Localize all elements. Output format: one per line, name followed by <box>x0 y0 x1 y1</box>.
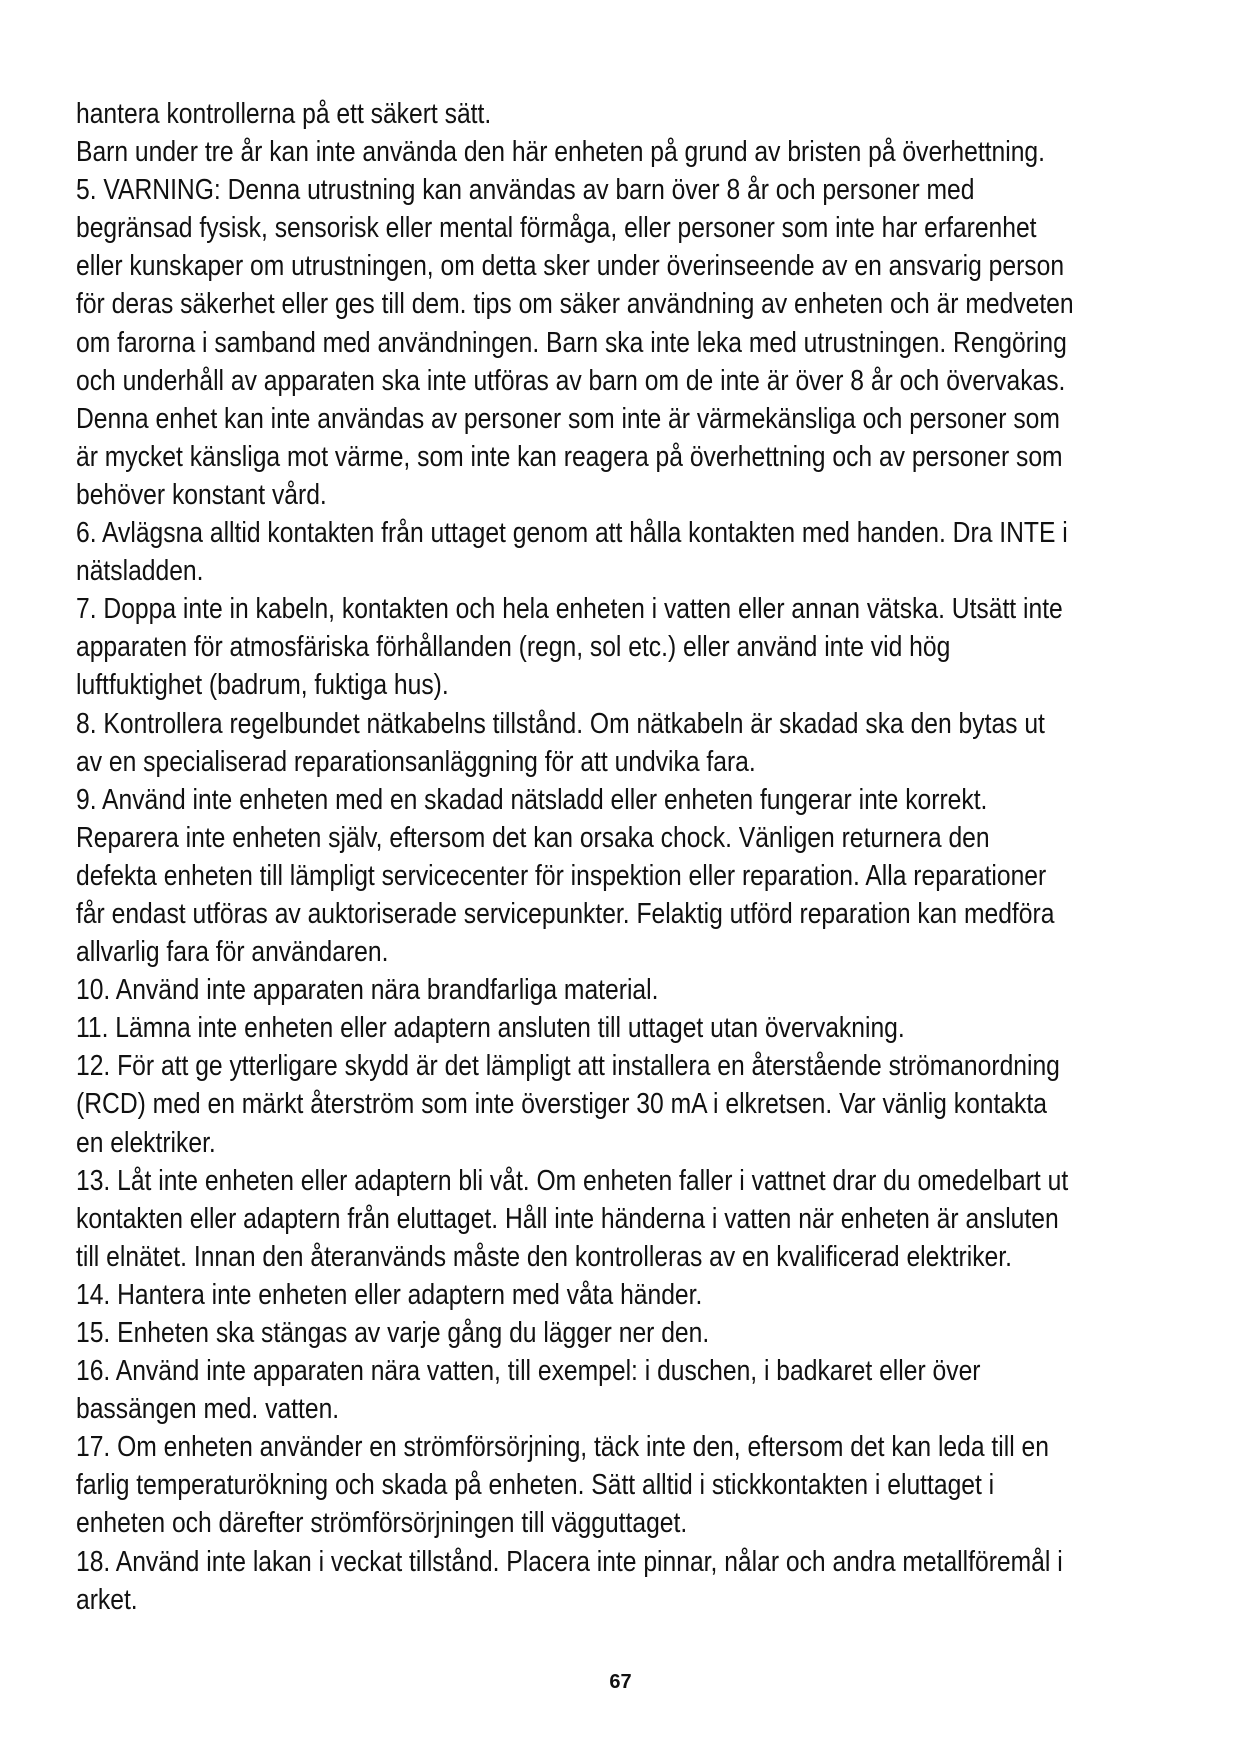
text-line: 6. Avlägsna alltid kontakten från uttaget genom att hålla kontakten med handen. Dra INTE i <box>76 517 1068 550</box>
text-line: (RCD) med en märkt återström som inte överstiger 30 mA i elkretsen. Var vänlig kontakta <box>76 1088 1047 1121</box>
text-line: 10. Använd inte apparaten nära brandfarliga material. <box>76 974 659 1007</box>
text-line: hantera kontrollerna på ett säkert sätt. <box>76 98 492 130</box>
text-line: behöver konstant vård. <box>76 478 327 511</box>
text-line: farlig temperaturökning och skada på enheten. Sätt alltid i stickkontakten i eluttaget i <box>76 1469 995 1502</box>
text-line: Barn under tre år kan inte använda den här enheten på grund av bristen på överhettning. <box>76 136 1045 169</box>
text-line: en elektriker. <box>76 1126 216 1159</box>
document-body <box>76 95 1074 1619</box>
text-line: allvarlig fara för användaren. <box>76 936 389 969</box>
text-line: 17. Om enheten använder en strömförsörjning, täck inte den, eftersom det kan leda till en <box>76 1431 1049 1464</box>
text-line: om farorna i samband med användningen. Barn ska inte leka med utrustningen. Rengöring <box>76 326 1067 359</box>
text-line: kontakten eller adaptern från eluttaget. Håll inte händerna i vatten när enheten är ansluten <box>76 1202 1059 1235</box>
text-line: defekta enheten till lämpligt servicecenter för inspektion eller reparation. Alla reparationer <box>76 859 1047 892</box>
text-line: 11. Lämna inte enheten eller adaptern ansluten till uttaget utan övervakning. <box>76 1012 905 1045</box>
text-line: 7. Doppa inte in kabeln, kontakten och hela enheten i vatten eller annan vätska. Utsätt inte <box>76 593 1063 626</box>
text-line: bassängen med. vatten. <box>76 1393 340 1426</box>
text-line: är mycket känsliga mot värme, som inte kan reagera på överhettning och av personer som <box>76 440 1063 473</box>
text-line: Denna enhet kan inte användas av personer som inte är värmekänsliga och personer som <box>76 402 1060 435</box>
text-line: 12. För att ge ytterligare skydd är det lämpligt att installera en återstående strömanordning <box>76 1050 1060 1083</box>
text-line: 5. VARNING: Denna utrustning kan användas av barn över 8 år och personer med <box>76 174 975 207</box>
text-line: 9. Använd inte enheten med en skadad nätsladd eller enheten fungerar inte korrekt. <box>76 783 988 816</box>
text-line: luftfuktighet (badrum, fuktiga hus). <box>76 669 449 702</box>
text-line: och underhåll av apparaten ska inte utföras av barn om de inte är över 8 år och övervakas. <box>76 364 1066 397</box>
text-line: 8. Kontrollera regelbundet nätkabelns tillstånd. Om nätkabeln är skadad ska den bytas ut <box>76 707 1045 740</box>
text-line: enheten och därefter strömförsörjningen till vägguttaget. <box>76 1507 688 1540</box>
text-line: nätsladden. <box>76 555 204 588</box>
text-line: till elnätet. Innan den återanvänds måste den kontrolleras av en kvalificerad elektriker. <box>76 1240 1012 1273</box>
text-line: 16. Använd inte apparaten nära vatten, till exempel: i duschen, i badkaret eller över <box>76 1355 981 1388</box>
text-line: 18. Använd inte lakan i veckat tillstånd. Placera inte pinnar, nålar och andra metallföremål i <box>76 1545 1063 1578</box>
text-line: av en specialiserad reparationsanläggning för att undvika fara. <box>76 745 756 778</box>
text-line: eller kunskaper om utrustningen, om detta sker under överinseende av en ansvarig person <box>76 250 1065 283</box>
text-line: 13. Låt inte enheten eller adaptern bli våt. Om enheten faller i vattnet drar du omedelbart ut <box>76 1164 1069 1197</box>
text-line: för deras säkerhet eller ges till dem. tips om säker användning av enheten och är medveten <box>76 288 1074 321</box>
text-line: får endast utföras av auktoriserade servicepunkter. Felaktig utförd reparation kan medföra <box>76 897 1055 930</box>
text-line: begränsad fysisk, sensorisk eller mental förmåga, eller personer som inte har erfarenhet <box>76 212 1037 245</box>
text-line: 14. Hantera inte enheten eller adaptern med våta händer. <box>76 1278 703 1311</box>
text-line: 15. Enheten ska stängas av varje gång du lägger ner den. <box>76 1317 710 1349</box>
text-line: arket. <box>76 1583 138 1616</box>
page-number: 67 <box>609 1671 632 1693</box>
text-line: apparaten för atmosfäriska förhållanden (regn, sol etc.) eller använd inte vid hög <box>76 631 951 664</box>
text-line: Reparera inte enheten själv, eftersom det kan orsaka chock. Vänligen returnera den <box>76 821 990 854</box>
